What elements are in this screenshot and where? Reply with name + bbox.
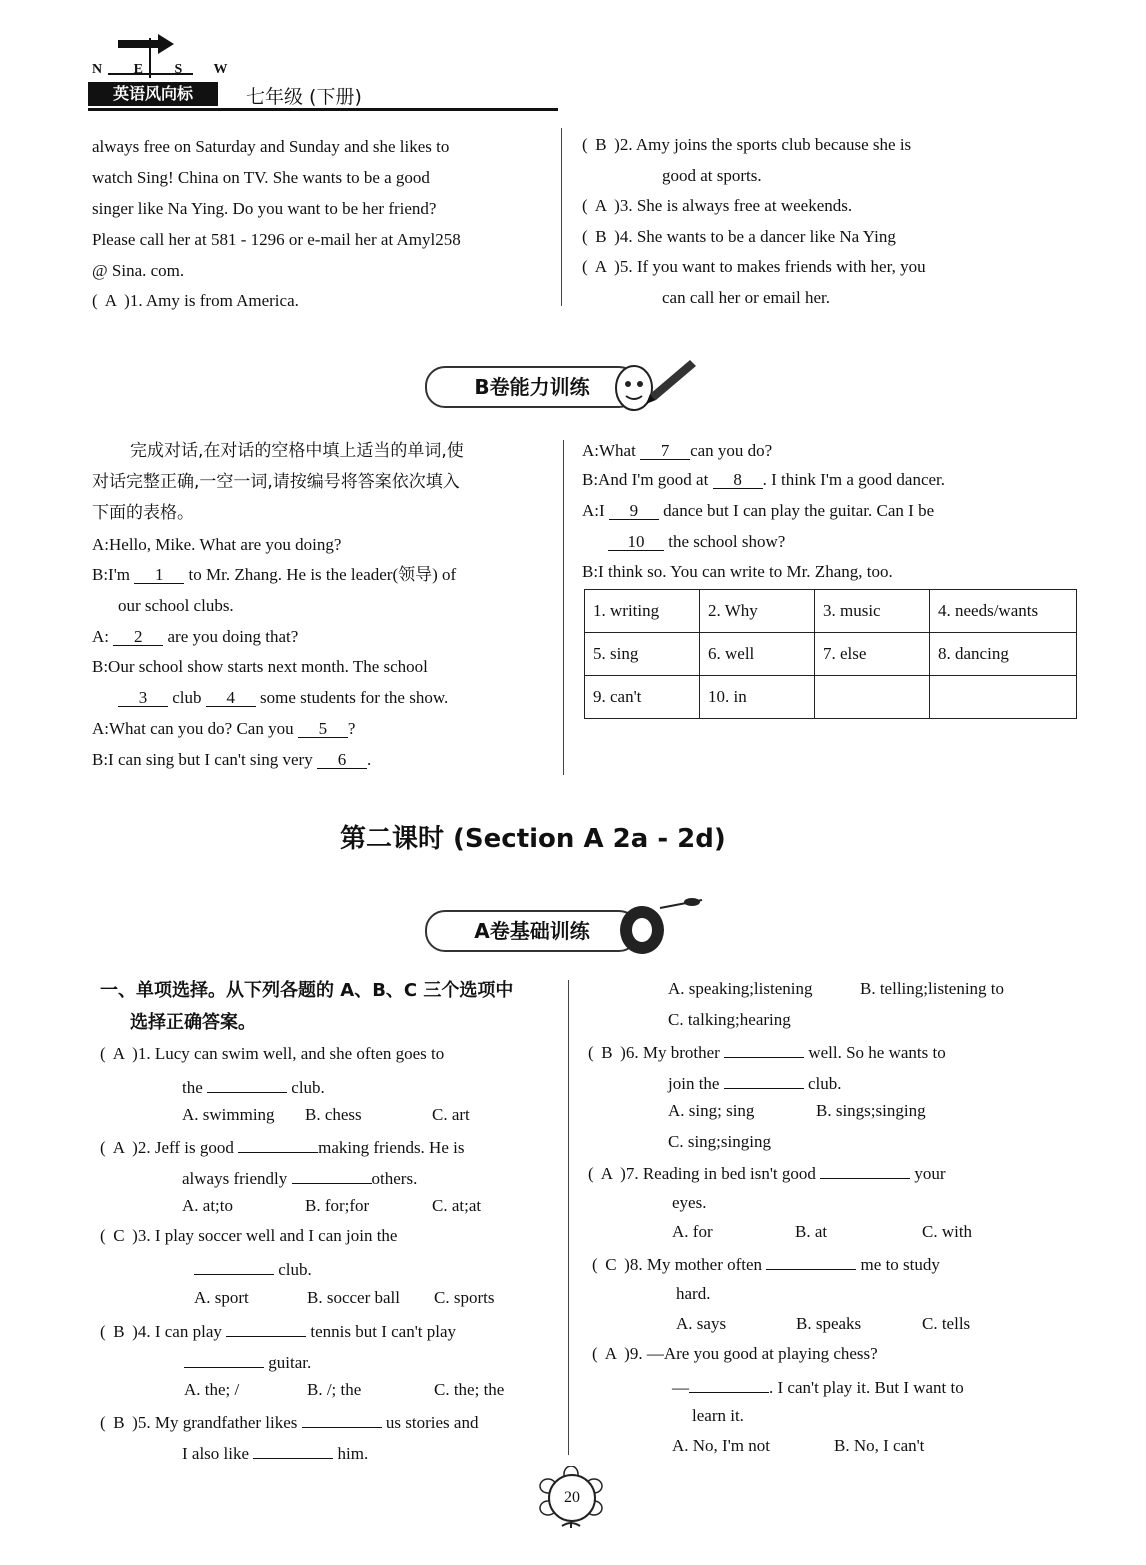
option: B. sings;singing <box>816 1101 926 1120</box>
answer-cell: 2. Why <box>700 590 815 633</box>
dialogue-line: 3 club 4 some students for the show. <box>118 687 448 709</box>
mc-question-line: learn it. <box>692 1406 744 1425</box>
brand-logo: 英语风向标 <box>88 82 218 106</box>
question-item: ( A )1. Amy is from America. <box>92 291 299 310</box>
question-item: ( B )4. She wants to be a dancer like Na Ying <box>582 227 896 246</box>
question-item: ( A )3. She is always free at weekends. <box>582 196 853 215</box>
option: B. speaks <box>796 1314 862 1333</box>
option: C. tells <box>922 1314 971 1333</box>
answer-blank <box>253 1440 333 1459</box>
column-divider <box>568 980 569 1455</box>
header-rule <box>88 108 558 111</box>
dialogue-line: B:Our school show starts next month. The school <box>92 657 428 676</box>
grade-title: 七年级 (下册) <box>246 86 362 108</box>
option: C. sing;singing <box>668 1132 771 1151</box>
mc-question-line: — . I can't play it. But I want to <box>672 1374 964 1399</box>
answer-cell: 5. sing <box>585 633 700 676</box>
section-heading: 一、单项选择。从下列各题的 A、B、C 三个选项中 <box>100 980 514 1001</box>
mc-question: ( B )4. I can play tennis but I can't play <box>100 1318 456 1343</box>
dialogue-line: B:I'm 1 to Mr. Zhang. He is the leader(领导) of <box>92 565 457 584</box>
column-divider <box>563 440 564 775</box>
passage-line: @ Sina. com. <box>92 261 185 280</box>
blank-4: 4 <box>206 688 256 707</box>
option: C. art <box>432 1105 470 1124</box>
mc-question-line: I also like him. <box>182 1440 368 1465</box>
blank-8: 8 <box>713 470 763 489</box>
answer-blank <box>184 1349 264 1368</box>
answer-blank <box>766 1251 856 1270</box>
mc-question: ( A )9. —Are you good at playing chess? <box>592 1344 878 1363</box>
dialogue-line: A:What can you do? Can you 5 ? <box>92 719 356 738</box>
dialogue-line: our school clubs. <box>118 596 234 615</box>
answer-cell <box>815 676 930 719</box>
answer-blank <box>724 1070 804 1089</box>
wheel-icon <box>612 890 707 960</box>
option: A. sport <box>194 1288 249 1307</box>
option: A. at;to <box>182 1196 233 1215</box>
instruction-line: 对话完整正确,一空一词,请按编号将答案依次填入 <box>92 472 460 492</box>
option: C. sports <box>434 1288 495 1307</box>
answer-blank <box>292 1165 372 1184</box>
blank-9: 9 <box>609 501 659 520</box>
column-divider <box>561 128 562 306</box>
compass-letters: N E S W <box>92 62 242 77</box>
option: A. says <box>676 1314 727 1333</box>
a-section-banner: A卷基础训练 <box>425 910 639 952</box>
question-item: ( A )5. If you want to makes friends with her, you <box>582 257 926 276</box>
mc-question: ( C )3. I play soccer well and I can join the <box>100 1226 398 1245</box>
answer-cell: 8. dancing <box>930 633 1077 676</box>
option: C. at;at <box>432 1196 482 1215</box>
answer-blank <box>689 1374 769 1393</box>
question-item: ( B )2. Amy joins the sports club because she is <box>582 135 912 154</box>
b-section-banner: B卷能力训练 <box>425 366 639 408</box>
dialogue-line: B:I think so. You can write to Mr. Zhang, too. <box>582 562 893 581</box>
answer-table <box>584 589 1077 719</box>
answer-mark: A <box>104 291 118 310</box>
option: B. /; the <box>307 1380 362 1399</box>
answer-cell: 9. can't <box>585 676 700 719</box>
mc-question-line: hard. <box>676 1284 711 1303</box>
mc-question: ( C )8. My mother often me to study <box>592 1251 940 1276</box>
dialogue-line: B:I can sing but I can't sing very 6 . <box>92 750 372 769</box>
section-heading: 选择正确答案。 <box>130 1012 256 1033</box>
answer-blank <box>724 1039 804 1058</box>
dialogue-line: 10 the school show? <box>608 531 785 553</box>
pencil-mask-icon <box>610 350 700 420</box>
mc-question-line: the club. <box>182 1074 325 1099</box>
answer-cell: 4. needs/wants <box>930 590 1077 633</box>
option: C. talking;hearing <box>668 1010 791 1029</box>
mc-question: ( B )6. My brother well. So he wants to <box>588 1039 946 1064</box>
option: A. the; / <box>184 1380 240 1399</box>
answer-blank <box>226 1318 306 1337</box>
mc-question-line: eyes. <box>672 1193 707 1212</box>
passage-line: Please call her at 581 - 1296 or e-mail her at Amyl258 <box>92 230 461 249</box>
option: A. swimming <box>182 1105 275 1124</box>
answer-cell: 6. well <box>700 633 815 676</box>
blank-1: 1 <box>134 565 184 584</box>
option: A. speaking;listening <box>668 979 813 998</box>
answer-blank <box>820 1160 910 1179</box>
answer-cell: 7. else <box>815 633 930 676</box>
lesson-title: 第二课时 (Section A 2a - 2d) <box>340 824 726 854</box>
option: B. chess <box>305 1105 362 1124</box>
blank-6: 6 <box>317 750 367 769</box>
answer-blank <box>302 1409 382 1428</box>
blank-5: 5 <box>298 719 348 738</box>
blank-10: 10 <box>608 532 664 551</box>
passage-line: singer like Na Ying. Do you want to be her friend? <box>92 199 437 218</box>
option: B. telling;listening to <box>860 979 1005 998</box>
blank-2: 2 <box>113 627 163 646</box>
answer-blank <box>207 1074 287 1093</box>
mc-question: ( A )7. Reading in bed isn't good your <box>588 1160 946 1185</box>
option: C. the; the <box>434 1380 505 1399</box>
page-number: 20 <box>548 1474 596 1522</box>
option: C. with <box>922 1222 973 1241</box>
answer-cell: 1. writing <box>585 590 700 633</box>
answer-blank <box>238 1134 318 1153</box>
answer-blank <box>194 1256 274 1275</box>
dialogue-line: A:Hello, Mike. What are you doing? <box>92 535 342 554</box>
mc-question-line: join the club. <box>668 1070 842 1095</box>
option: B. for;for <box>305 1196 370 1215</box>
dialogue-line: B:And I'm good at 8 . I think I'm a good dancer. <box>582 470 946 489</box>
mc-question-line: guitar. <box>184 1349 311 1374</box>
dialogue-line: A:I 9 dance but I can play the guitar. Can I be <box>582 501 935 520</box>
question-continuation: can call her or email her. <box>662 288 831 307</box>
blank-7: 7 <box>640 441 690 460</box>
mc-question-line: club. <box>194 1256 312 1281</box>
option: A. No, I'm not <box>672 1436 770 1455</box>
question-continuation: good at sports. <box>662 166 762 185</box>
instruction-line: 下面的表格。 <box>92 503 194 523</box>
mc-question: ( A )2. Jeff is good making friends. He is <box>100 1134 464 1159</box>
passage-line: always free on Saturday and Sunday and she likes to <box>92 137 450 156</box>
blank-3: 3 <box>118 688 168 707</box>
passage-line: watch Sing! China on TV. She wants to be a good <box>92 168 430 187</box>
mc-question: ( B )5. My grandfather likes us stories and <box>100 1409 478 1434</box>
answer-cell: 3. music <box>815 590 930 633</box>
answer-cell <box>930 676 1077 719</box>
option: B. No, I can't <box>834 1436 925 1455</box>
option: B. soccer ball <box>307 1288 400 1307</box>
dialogue-line: A:What 7 can you do? <box>582 441 773 460</box>
dialogue-line: A: 2 are you doing that? <box>92 627 299 646</box>
option: A. for <box>672 1222 713 1241</box>
option: A. sing; sing <box>668 1101 755 1120</box>
mc-question: ( A )1. Lucy can swim well, and she often goes to <box>100 1044 445 1063</box>
answer-cell: 10. in <box>700 676 815 719</box>
mc-question-line: always friendly others. <box>182 1165 417 1190</box>
option: B. at <box>795 1222 828 1241</box>
instruction-line: 完成对话,在对话的空格中填上适当的单词,使 <box>130 441 464 461</box>
